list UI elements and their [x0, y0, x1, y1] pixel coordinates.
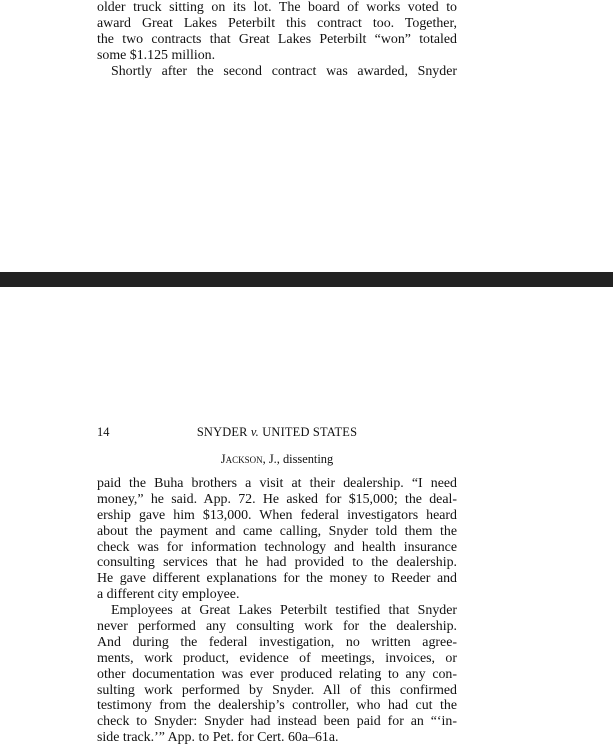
- text-line: Employees at Great Lakes Peterbilt testified that Snyder: [111, 603, 457, 619]
- text-line: testimony from the dealership’s controller, who had cut the: [97, 698, 457, 714]
- case-title-v: v.: [250, 425, 259, 439]
- text-line: the two contracts that Great Lakes Peterbilt “won” totaled: [97, 31, 457, 47]
- text-line: older truck sitting on its lot. The board of works voted to: [97, 0, 457, 15]
- opinion-author: [97, 451, 457, 467]
- text-line: money,” he said. App. 72. He asked for $15,000; the deal-: [97, 491, 457, 507]
- page-divider: [0, 272, 613, 287]
- bottom-page: [0, 287, 613, 750]
- top-page: [0, 0, 613, 272]
- text-line: about the payment and came calling, Snyder told them the: [97, 523, 457, 539]
- case-title-part2: UNITED STATES: [258, 425, 358, 439]
- case-title-part1: SNYDER: [196, 425, 251, 439]
- bottom-page-text: [97, 476, 457, 746]
- text-line: paid the Buha brothers a visit at their dealership. “I need: [97, 476, 457, 491]
- text-line: award Great Lakes Peterbilt this contract too. Together,: [97, 15, 457, 31]
- text-line: a different city employee.: [97, 587, 240, 603]
- author-suffix: , J., dissenting: [262, 452, 334, 466]
- text-line: He gave different explanations for the money to Reeder and: [97, 571, 457, 587]
- text-line: And during the federal investigation, no written agree-: [97, 634, 457, 650]
- text-line: Shortly after the second contract was awarded, Snyder: [111, 63, 457, 79]
- text-line: never performed any consulting work for the dealership.: [97, 619, 457, 635]
- top-page-text: [97, 0, 457, 79]
- running-head: [97, 424, 457, 440]
- text-line: consulting services that he had provided to the dealership.: [97, 555, 457, 571]
- page-number: 14: [97, 425, 110, 439]
- text-line: ments, work product, evidence of meetings, invoices, or: [97, 650, 457, 666]
- text-line: side track.’” App. to Pet. for Cert. 60a–61a.: [97, 730, 339, 746]
- text-line: other documentation was ever produced relating to any con-: [97, 666, 457, 682]
- text-line: ership gave him $13,000. When federal investigators heard: [97, 507, 457, 523]
- text-line: sulting work performed by Snyder. All of this confirmed: [97, 682, 457, 698]
- author-name: Jackson: [220, 452, 263, 466]
- case-title: [97, 424, 457, 440]
- text-line: check was for information technology and health insurance: [97, 539, 457, 555]
- text-line: check to Snyder: Snyder had instead been paid for an “‘in-: [97, 714, 457, 730]
- text-line: some $1.125 million.: [97, 47, 216, 63]
